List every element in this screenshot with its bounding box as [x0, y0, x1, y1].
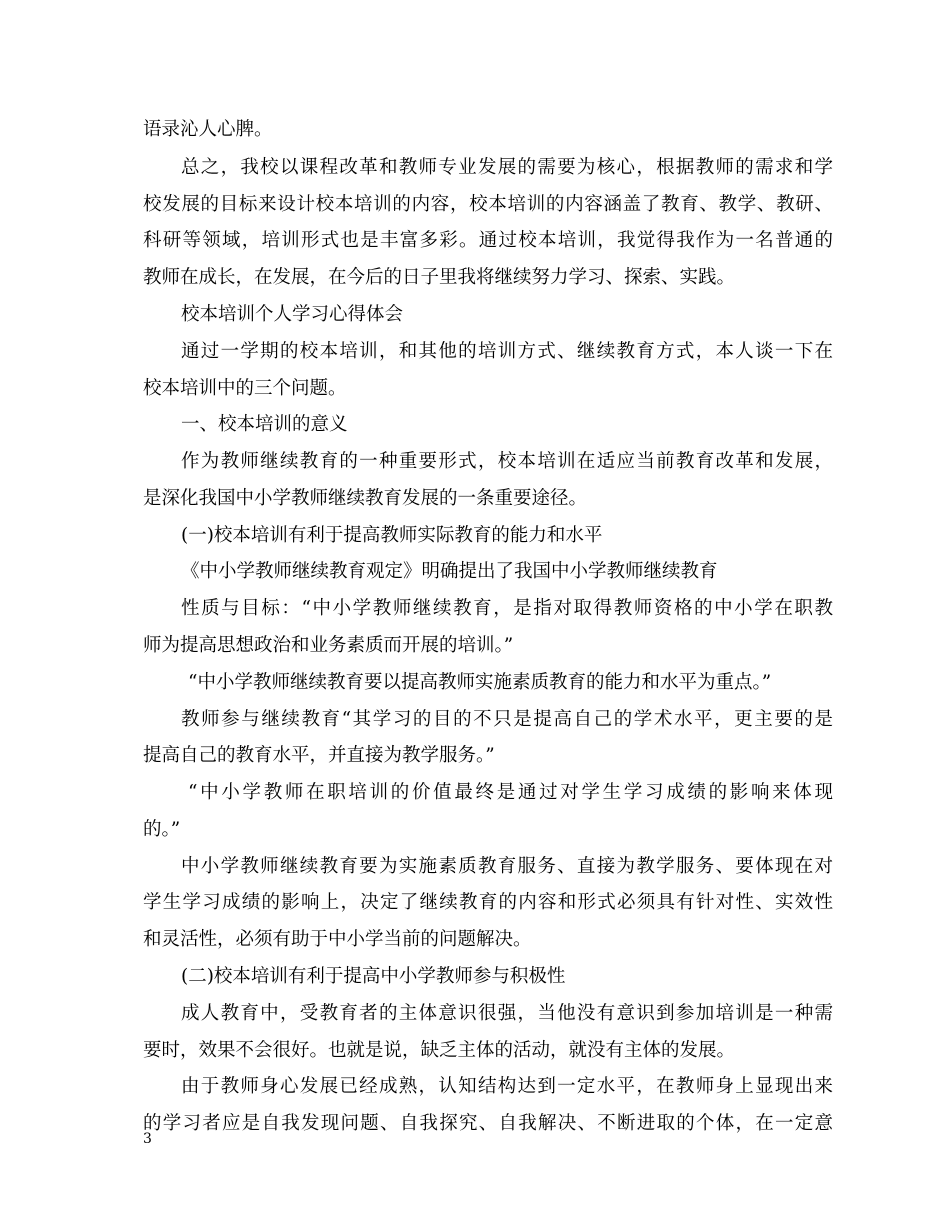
quote-line: “中小学教师在职培训的价值最终是通过对学生学习成绩的影响来体现 [188, 782, 833, 803]
text-line: 和灵活性，必须有助于中小学当前的问题解决。 [143, 929, 532, 950]
text-line: 要时，效果不会很好。也就是说，缺乏主体的活动，就没有主体的发展。 [143, 1040, 736, 1061]
text-line: 是深化我国中小学教师继续教育发展的一条重要途径。 [143, 488, 588, 509]
section-heading: 校本培训个人学习心得体会 [181, 304, 404, 325]
text-line: 的。” [143, 819, 181, 840]
page-number: 3 [143, 1131, 152, 1147]
text-line: 师为提高思想政治和业务素质而开展的培训。” [143, 635, 514, 656]
paragraph-first-line: 由于教师身心发展已经成熟，认知结构达到一定水平，在教师身上显现出来 [181, 1076, 833, 1097]
text-line: 教师在成长，在发展，在今后的日子里我将继续努力学习、探索、实践。 [143, 267, 736, 288]
paragraph-first-line: 性质与目标：“中小学教师继续教育，是指对取得教师资格的中小学在职教 [181, 598, 833, 619]
paragraph-first-line: 作为教师继续教育的一种重要形式，校本培训在适应当前教育改革和发展， [181, 451, 833, 472]
section-heading: 一、校本培训的意义 [181, 414, 348, 435]
subsection-heading: (一)校本培训有利于提高教师实际教育的能力和水平 [181, 525, 603, 546]
text-line: 语录沁人心脾。 [143, 119, 273, 140]
text-line: 学生学习成绩的影响上，决定了继续教育的内容和形式必须具有针对性、实效性 [143, 892, 833, 913]
paragraph-first-line: 《中小学教师继续教育观定》明确提出了我国中小学教师继续教育 [181, 561, 718, 582]
paragraph-first-line: 中小学教师继续教育要为实施素质教育服务、直接为教学服务、要体现在对 [181, 856, 833, 877]
paragraph-first-line: 成人教育中，受教育者的主体意识很强，当他没有意识到参加培训是一种需 [181, 1003, 833, 1024]
paragraph-first-line: 总之，我校以课程改革和教师专业发展的需要为核心，根据教师的需求和学 [181, 157, 833, 178]
paragraph-first-line: 教师参与继续教育“其学习的目的不只是提高自己的学术水平，更主要的是 [181, 709, 833, 730]
text-line: 校本培训中的三个问题。 [143, 378, 347, 399]
quote-line: “中小学教师继续教育要以提高教师实施素质教育的能力和水平为重点。” [188, 672, 772, 693]
text-line: 提高自己的教育水平，并直接为教学服务。” [143, 745, 495, 766]
text-line: 科研等领域，培训形式也是丰富多彩。通过校本培训，我觉得我作为一名普通的 [143, 230, 833, 251]
subsection-heading: (二)校本培训有利于提高中小学教师参与积极性 [181, 966, 566, 987]
text-line: 校发展的目标来设计校本培训的内容，校本培训的内容涵盖了教育、教学、教研、 [143, 194, 833, 215]
paragraph-first-line: 通过一学期的校本培训，和其他的培训方式、继续教育方式，本人谈一下在 [181, 341, 833, 362]
text-line: 的学习者应是自我发现问题、自我探究、自我解决、不断进取的个体，在一定意 [143, 1113, 833, 1134]
